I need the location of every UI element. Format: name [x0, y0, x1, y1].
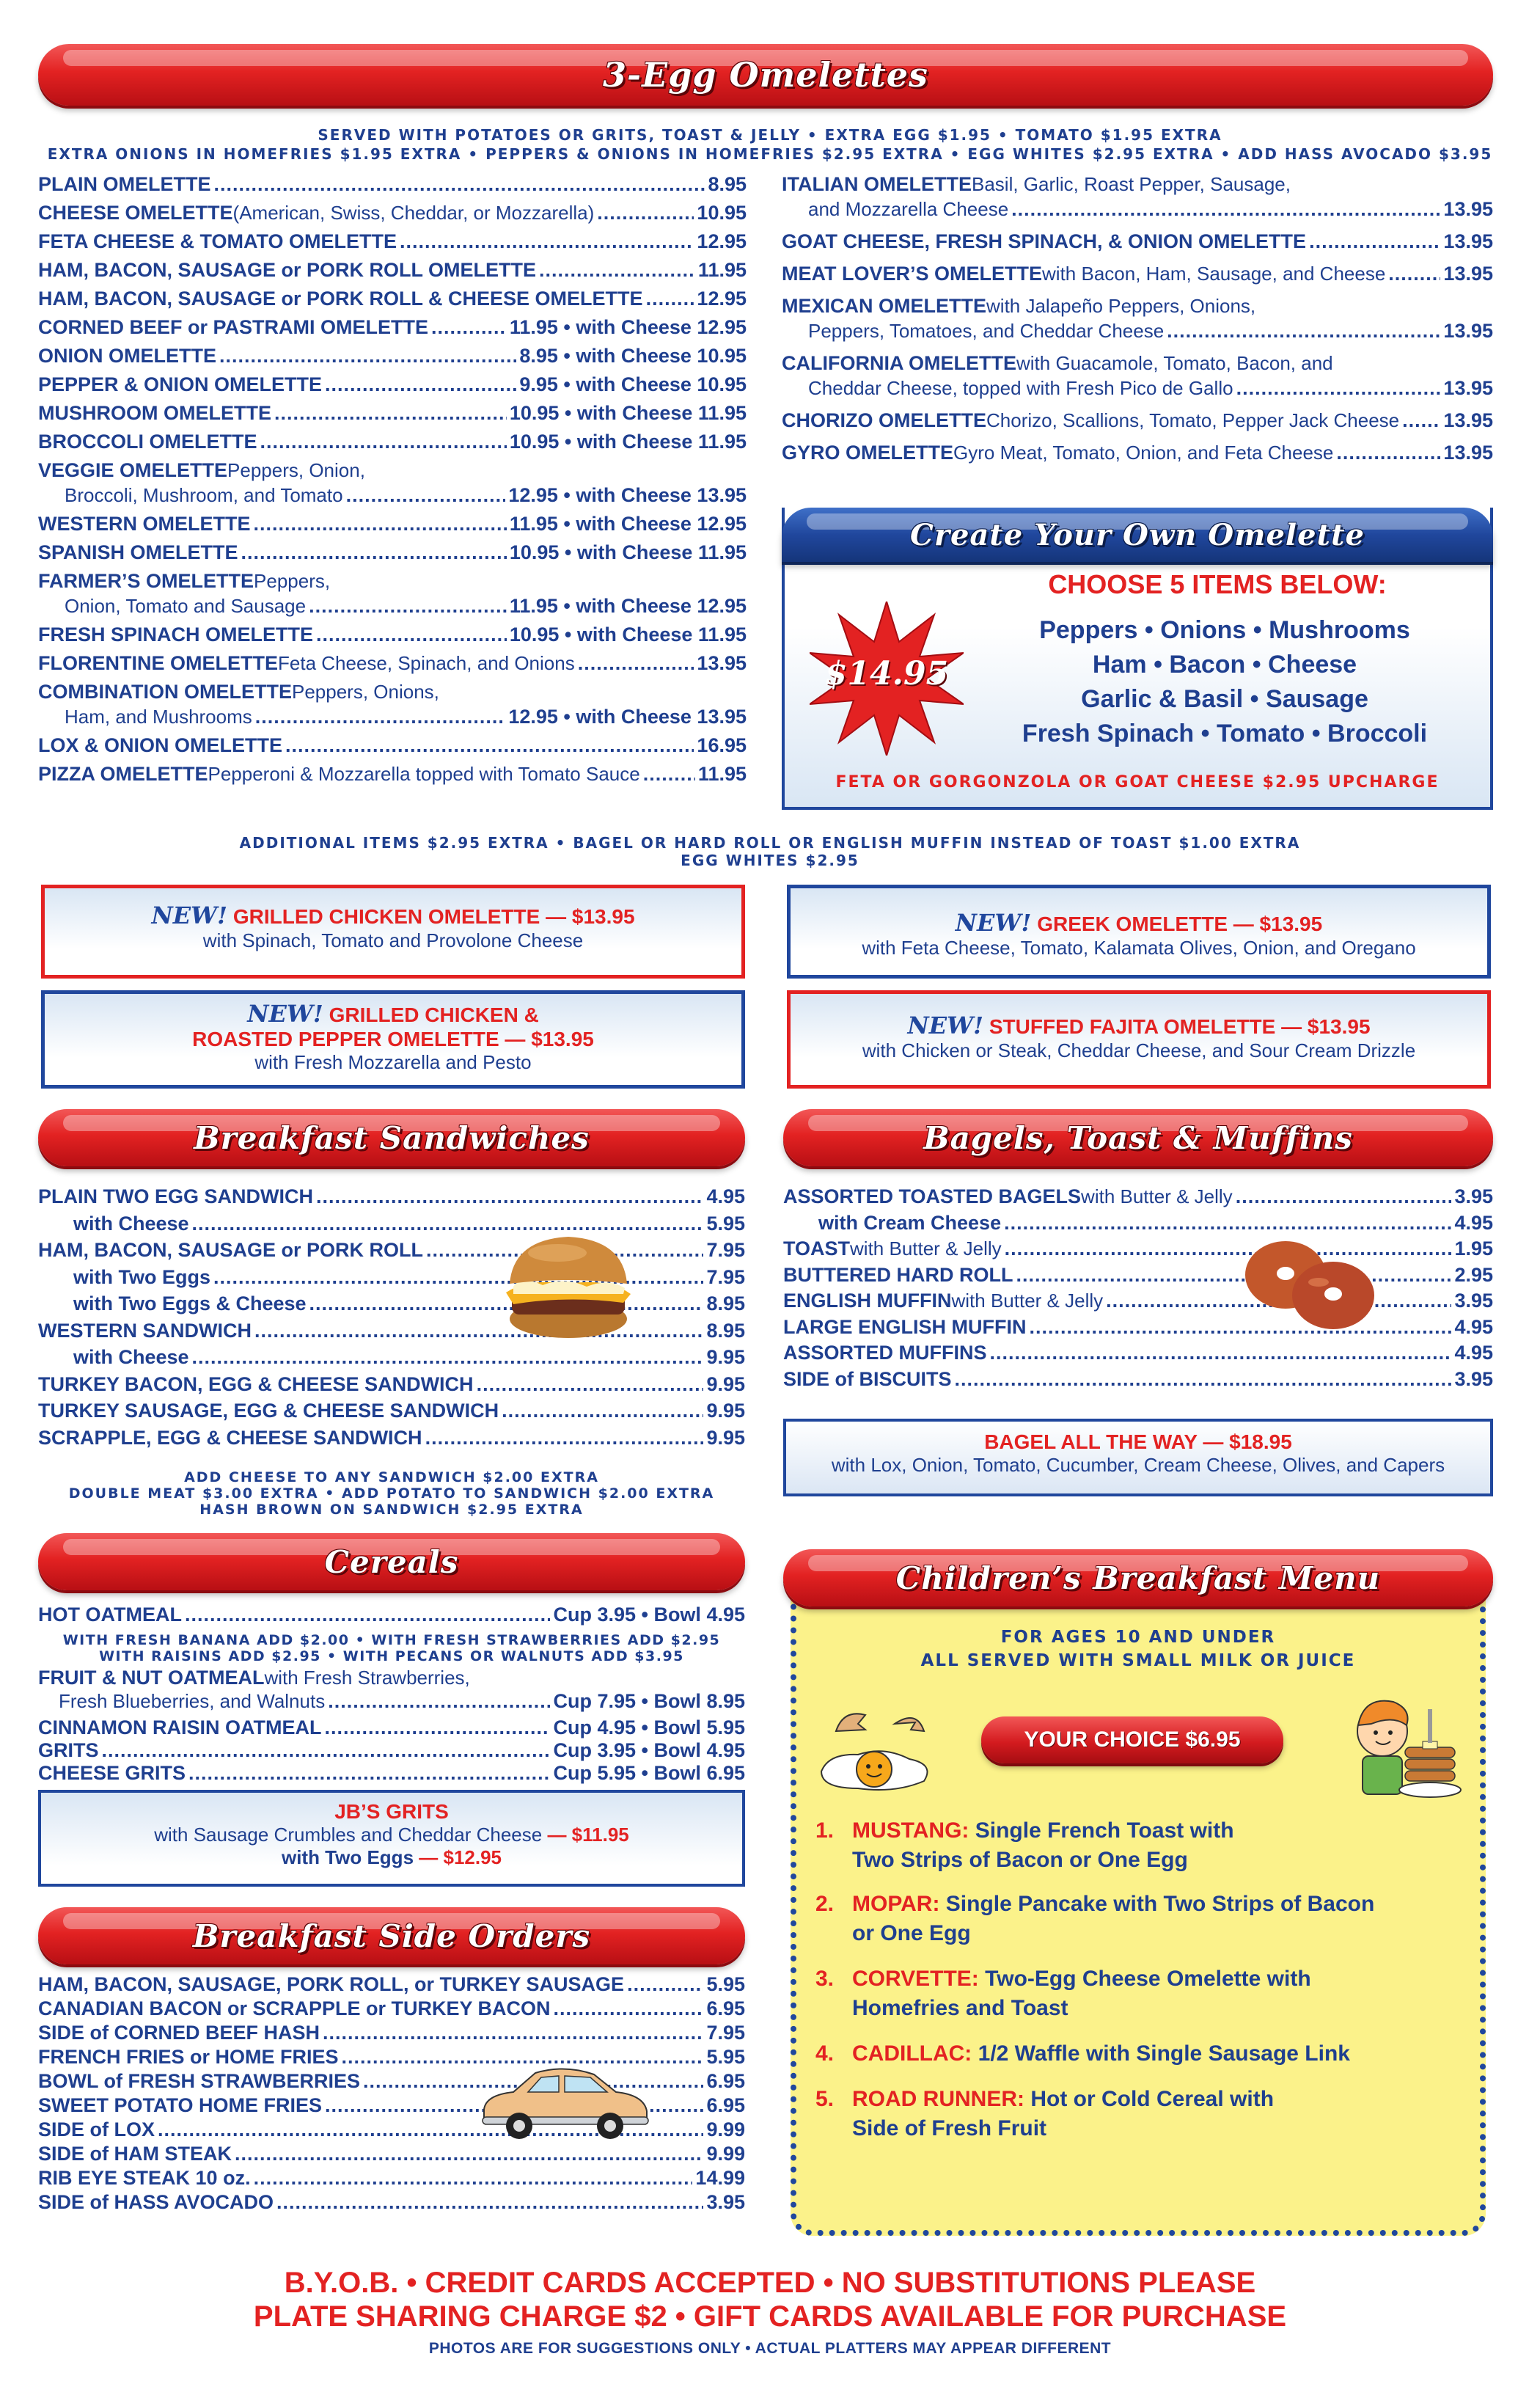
menu-item — [38, 428, 747, 456]
item-price: 8.95 — [706, 1292, 745, 1315]
kids-item — [815, 2039, 1461, 2069]
item-price: 13.95 — [1443, 409, 1493, 431]
sandwiches-note-2: DOUBLE MEAT $3.00 EXTRA • ADD POTATO TO SANDWICH $2.00 EXTRA — [68, 1485, 715, 1502]
menu-item — [783, 1339, 1493, 1367]
menu-item — [38, 649, 747, 677]
item-name: TURKEY BACON, EGG & CHEESE SANDWICH — [38, 1372, 474, 1395]
menu-item — [38, 256, 747, 284]
item-desc: Pepperoni & Mozzarella topped with Tomato Sauce — [208, 763, 640, 785]
item-price: 7.95 — [706, 2022, 745, 2044]
item-name: with Cheese — [73, 1346, 189, 1368]
create-own-price: $14.95 — [824, 655, 949, 692]
item-name: with Cheese — [73, 1212, 189, 1235]
item-desc: Peppers, — [254, 570, 331, 592]
item-name: MUSHROOM OMELETTE — [38, 402, 271, 424]
item-name: GRITS — [38, 1739, 99, 1761]
item-desc: Gyro Meat, Tomato, Onion, and Feta Cheese — [953, 442, 1334, 464]
item-price: 1.95 — [1454, 1237, 1493, 1259]
menu-item-sub — [65, 481, 747, 509]
kids-item — [815, 1816, 1461, 1875]
kids-item-desc-2: or One Egg — [852, 1921, 971, 1945]
item-price: 11.95 • with Cheese 12.95 — [509, 595, 747, 617]
item-name: WESTERN SANDWICH — [38, 1319, 252, 1342]
menu-item — [783, 1235, 1493, 1262]
special-grilled-chicken — [41, 885, 745, 979]
menu-item-sub — [65, 592, 747, 620]
item-name: CORNED BEEF or PASTRAMI OMELETTE — [38, 316, 429, 338]
bagel-special-desc: with Lox, Onion, Tomato, Cucumber, Cream Cheese, Olives, and Capers — [831, 1454, 1445, 1476]
kids-item-desc: Two-Egg Cheese Omelette with — [978, 1967, 1311, 1991]
item-name: FRESH SPINACH OMELETTE — [38, 624, 314, 646]
omelettes-title: 3-Egg Omelettes — [603, 55, 928, 95]
kids-line-1: FOR AGES 10 AND UNDER — [1000, 1628, 1276, 1647]
create-own-banner — [782, 508, 1493, 562]
menu-item — [73, 1263, 745, 1291]
create-own-option-row: Garlic & Basil • Sausage — [1081, 685, 1368, 713]
kids-item-number: 4. — [815, 2041, 835, 2066]
item-name: CINNAMON RAISIN OATMEAL — [38, 1716, 322, 1738]
item-price: 4.95 — [1454, 1342, 1493, 1364]
jbs-grits-title: JB’S GRITS — [334, 1800, 449, 1823]
kids-item-name: CADILLAC: — [852, 2041, 972, 2066]
special-title-line-2: ROASTED PEPPER OMELETTE — $13.95 — [192, 1028, 594, 1050]
item-price: 9.95 — [706, 1426, 745, 1449]
jbs-grits-desc: with Sausage Crumbles and Cheddar Cheese — [154, 1824, 543, 1846]
item-price: 4.95 — [1454, 1211, 1493, 1234]
item-desc: (American, Swiss, Cheddar, or Mozzarella) — [232, 202, 595, 224]
menu-item — [38, 199, 747, 227]
sides-banner — [38, 1907, 745, 1964]
special-stuffed-fajita — [787, 990, 1491, 1089]
new-badge: NEW! — [907, 1012, 984, 1039]
item-name: RIB EYE STEAK 10 oz. — [38, 2167, 251, 2189]
item-price: 9.99 — [706, 2143, 745, 2165]
item-price: 12.95 — [697, 230, 747, 252]
item-name: LOX & ONION OMELETTE — [38, 734, 283, 756]
item-price: 8.95 — [708, 173, 747, 195]
special-title: STUFFED FAJITA OMELETTE — $13.95 — [983, 1015, 1371, 1038]
kids-item-desc-2: Two Strips of Bacon or One Egg — [852, 1848, 1188, 1872]
item-price: 5.95 — [706, 2046, 745, 2068]
sandwiches-note-1: ADD CHEESE TO ANY SANDWICH $2.00 EXTRA — [184, 1469, 599, 1485]
item-price: 7.95 — [706, 1265, 745, 1288]
item-name: BUTTERED HARD ROLL — [783, 1263, 1013, 1286]
menu-item — [38, 1759, 745, 1787]
item-price: 10.95 • with Cheese 11.95 — [509, 624, 747, 646]
item-name: TOAST — [783, 1237, 851, 1259]
item-price: 8.95 — [706, 1319, 745, 1342]
item-price: 9.95 — [706, 1400, 745, 1422]
item-name: with Two Eggs & Cheese — [73, 1292, 307, 1315]
item-name: MEXICAN OMELETTE — [782, 295, 987, 317]
additional-note-2: EGG WHITES $2.95 — [681, 852, 859, 869]
menu-item — [73, 1290, 745, 1317]
kids-item-number: 3. — [815, 1967, 835, 1991]
menu-item — [38, 731, 747, 759]
footer-line-2: PLATE SHARING CHARGE $2 • GIFT CARDS AVAILABLE FOR PURCHASE — [253, 2300, 1287, 2333]
special-desc: with Feta Cheese, Tomato, Kalamata Olives, Onion, and Oregano — [862, 937, 1416, 959]
item-price: 13.95 — [1443, 230, 1493, 252]
item-name: TURKEY SAUSAGE, EGG & CHEESE SANDWICH — [38, 1400, 499, 1422]
menu-item — [73, 1210, 745, 1237]
item-name: SIDE of CORNED BEEF HASH — [38, 2022, 320, 2044]
item-price: 14.99 — [695, 2167, 745, 2189]
footer-line-1: B.Y.O.B. • CREDIT CARDS ACCEPTED • NO SUBSTITUTIONS PLEASE — [284, 2267, 1256, 2299]
item-price: 5.95 — [706, 1212, 745, 1235]
item-price: Cup 3.95 • Bowl 4.95 — [553, 1739, 745, 1761]
item-name: CHEESE OMELETTE — [38, 202, 233, 224]
item-price: 3.95 — [1454, 1185, 1493, 1207]
kid-pancakes-icon — [1342, 1680, 1467, 1805]
new-badge: NEW! — [151, 902, 228, 929]
item-name: SIDE of HASS AVOCADO — [38, 2191, 274, 2213]
menu-item — [38, 227, 747, 255]
item-desc: with Guacamole, Tomato, Bacon, and — [1016, 352, 1333, 374]
omelettes-note-1: SERVED WITH POTATOES OR GRITS, TOAST & JELLY • EXTRA EGG $1.95 • TOMATO $1.95 EXTRA — [318, 126, 1222, 144]
item-desc: Peppers, Onions, — [291, 681, 439, 703]
create-own-option-row: Ham • Bacon • Cheese — [1092, 651, 1357, 679]
item-name: HAM, BACON, SAUSAGE or PORK ROLL — [38, 1239, 424, 1261]
menu-item — [38, 510, 747, 538]
item-name: FARMER’S OMELETTE — [38, 570, 254, 592]
item-desc-sub: Ham, and Mushrooms — [65, 706, 252, 728]
kids-item-desc-2: Homefries and Toast — [852, 1996, 1068, 2020]
item-desc: with Jalapeño Peppers, Onions, — [986, 295, 1256, 317]
item-name: BROCCOLI OMELETTE — [38, 431, 257, 453]
menu-item — [38, 1397, 745, 1425]
your-choice-button: YOUR CHOICE $6.95 — [981, 1716, 1283, 1763]
item-desc-sub: and Mozzarella Cheese — [808, 198, 1009, 220]
menu-item — [783, 1313, 1493, 1341]
item-price: 9.99 — [706, 2118, 745, 2140]
bagels-title: Bagels, Toast & Muffins — [923, 1119, 1353, 1156]
item-price: 4.95 — [706, 1185, 745, 1207]
footer-line-3: PHOTOS ARE FOR SUGGESTIONS ONLY • ACTUAL PLATTERS MAY APPEAR DIFFERENT — [428, 2340, 1112, 2357]
item-price: 13.95 — [1443, 377, 1493, 399]
special-desc: with Spinach, Tomato and Provolone Cheese — [202, 929, 584, 951]
item-name: ASSORTED MUFFINS — [783, 1342, 987, 1364]
item-name: CALIFORNIA OMELETTE — [782, 352, 1016, 374]
item-price: 3.95 — [1454, 1367, 1493, 1390]
kids-item — [815, 1964, 1461, 2023]
bagel-photo-icon — [1238, 1237, 1377, 1332]
item-price: 13.95 — [1443, 263, 1493, 285]
special-desc: with Fresh Mozzarella and Pesto — [254, 1051, 532, 1073]
jbs-grits — [38, 1790, 745, 1887]
cereals-note-2: WITH RAISINS ADD $2.95 • WITH PECANS OR WALNUTS ADD $3.95 — [99, 1648, 684, 1664]
item-name: SPANISH OMELETTE — [38, 541, 238, 563]
item-price: 3.95 — [1454, 1290, 1493, 1312]
create-own-choose: CHOOSE 5 ITEMS BELOW: — [1048, 569, 1387, 599]
item-price: 13.95 — [1443, 320, 1493, 342]
item-name: GOAT CHEESE, FRESH SPINACH, & ONION OMELETTE — [782, 230, 1307, 252]
item-price: 10.95 • with Cheese 11.95 — [509, 431, 747, 453]
item-name: WESTERN OMELETTE — [38, 513, 251, 535]
special-title: GRILLED CHICKEN OMELETTE — $13.95 — [227, 905, 635, 928]
menu-item — [38, 2188, 745, 2216]
item-name: ITALIAN OMELETTE — [782, 173, 972, 195]
cracked-egg-icon — [814, 1702, 939, 1797]
jbs-grits-price: — $11.95 — [542, 1824, 629, 1846]
cereals-title: Cereals — [324, 1543, 459, 1580]
create-own-upcharge: FETA OR GORGONZOLA OR GOAT CHEESE $2.95 UPCHARGE — [835, 773, 1440, 791]
item-name: BOWL of FRESH STRAWBERRIES — [38, 2070, 361, 2092]
omelettes-banner — [38, 44, 1493, 106]
kids-item-name: MOPAR: — [852, 1892, 940, 1916]
item-name: LARGE ENGLISH MUFFIN — [783, 1315, 1027, 1338]
item-price: 11.95 • with Cheese 12.95 — [509, 316, 747, 338]
kids-title: Children’s Breakfast Menu — [895, 1560, 1381, 1596]
item-price: 2.95 — [1454, 1263, 1493, 1286]
item-name: CHEESE GRITS — [38, 1762, 186, 1784]
bagel-special-title: BAGEL ALL THE WAY — $18.95 — [984, 1430, 1292, 1453]
item-name: SIDE of BISCUITS — [783, 1367, 952, 1390]
menu-item — [38, 1182, 745, 1210]
new-badge: NEW! — [247, 1000, 323, 1028]
item-price: 12.95 — [697, 288, 747, 310]
kids-item-name: ROAD RUNNER: — [852, 2087, 1024, 2111]
special-grilled-chicken-pepper — [41, 990, 745, 1089]
menu-item — [782, 170, 1493, 198]
kids-item-number: 5. — [815, 2087, 835, 2111]
menu-item-sub — [808, 195, 1493, 223]
item-price: 9.95 • with Cheese 10.95 — [519, 373, 747, 395]
jbs-grits-eggs: with Two Eggs — [281, 1846, 414, 1868]
classic-car-icon — [477, 2058, 653, 2146]
menu-item — [38, 678, 747, 706]
menu-item — [782, 439, 1493, 467]
omelettes-note-2: EXTRA ONIONS IN HOMEFRIES $1.95 EXTRA • PEPPERS & ONIONS IN HOMEFRIES $2.95 EXTRA • EGG WHITES $2.95 EXTRA • ADD HASS AVOCADO $3.95 — [47, 145, 1493, 163]
item-name: ENGLISH MUFFIN — [783, 1290, 952, 1312]
item-name: GYRO OMELETTE — [782, 442, 954, 464]
item-price: 12.95 • with Cheese 13.95 — [508, 484, 747, 506]
kids-item-desc: 1/2 Waffle with Single Sausage Link — [972, 2041, 1350, 2066]
item-name: SCRAPPLE, EGG & CHEESE SANDWICH — [38, 1426, 422, 1449]
item-name: with Cream Cheese — [818, 1211, 1002, 1234]
item-name: SWEET POTATO HOME FRIES — [38, 2094, 323, 2116]
create-own-option-row: Peppers • Onions • Mushrooms — [1039, 616, 1410, 644]
menu-item — [38, 1424, 745, 1452]
kids-item — [815, 2085, 1461, 2143]
item-name: COMBINATION OMELETTE — [38, 681, 292, 703]
cereals-note-1: WITH FRESH BANANA ADD $2.00 • WITH FRESH STRAWBERRIES ADD $2.95 — [62, 1632, 721, 1648]
item-price: 13.95 — [697, 652, 747, 674]
item-desc-sub: Broccoli, Mushroom, and Tomato — [65, 484, 343, 506]
item-price: 13.95 — [1443, 442, 1493, 464]
item-price: Cup 4.95 • Bowl 5.95 — [553, 1716, 745, 1738]
item-desc: with Butter & Jelly — [1081, 1185, 1233, 1207]
menu-item — [38, 621, 747, 648]
item-price: 13.95 — [1443, 198, 1493, 220]
item-price: 6.95 — [706, 2070, 745, 2092]
menu-item — [782, 406, 1493, 434]
item-price: 7.95 — [706, 1239, 745, 1261]
item-price: 6.95 — [706, 2094, 745, 2116]
kids-item-name: MUSTANG: — [852, 1818, 969, 1843]
menu-item — [38, 370, 747, 398]
sandwiches-title: Breakfast Sandwiches — [194, 1119, 590, 1156]
kids-item-desc: Single Pancake with Two Strips of Bacon — [939, 1892, 1375, 1916]
item-name: CHORIZO OMELETTE — [782, 409, 986, 431]
item-name: PIZZA OMELETTE — [38, 763, 208, 785]
menu-item-sub — [65, 703, 747, 731]
item-desc: with Butter & Jelly — [850, 1237, 1002, 1259]
item-desc-sub: Onion, Tomato and Sausage — [65, 595, 307, 617]
item-desc-sub: Cheddar Cheese, topped with Fresh Pico de Gallo — [808, 377, 1233, 399]
jbs-grits-eggs-price: — $12.95 — [414, 1846, 502, 1868]
menu-item — [818, 1209, 1493, 1237]
menu-item — [38, 285, 747, 312]
cereal-fruit-nut-oatmeal: FRUIT & NUT OATMEAL with Fresh Strawberries, — [38, 1667, 470, 1689]
menu-item — [783, 1287, 1493, 1315]
item-price: 10.95 • with Cheese 11.95 — [509, 541, 747, 563]
item-desc: Basil, Garlic, Roast Pepper, Sausage, — [971, 173, 1291, 195]
item-name: SIDE of LOX — [38, 2118, 155, 2140]
sandwiches-banner — [38, 1109, 745, 1166]
item-price: 10.95 — [697, 202, 747, 224]
menu-item — [38, 456, 747, 484]
item-price: 6.95 — [706, 1997, 745, 2019]
kids-item-desc: Single French Toast with — [969, 1818, 1234, 1843]
menu-item — [38, 399, 747, 427]
sandwich-photo-icon — [499, 1232, 638, 1342]
menu-item — [782, 260, 1493, 288]
item-price: 10.95 • with Cheese 11.95 — [509, 402, 747, 424]
menu-item — [38, 760, 747, 788]
special-title: GRILLED CHICKEN & — [323, 1003, 539, 1026]
item-price: 16.95 — [697, 734, 747, 756]
item-price: 3.95 — [706, 2191, 745, 2213]
kids-banner — [783, 1549, 1493, 1606]
kids-item — [815, 1890, 1461, 1948]
item-price: 12.95 • with Cheese 13.95 — [508, 706, 747, 728]
item-price: 11.95 • with Cheese 12.95 — [509, 513, 747, 535]
kids-item-number: 1. — [815, 1818, 835, 1843]
menu-item — [38, 1317, 745, 1345]
menu-item — [38, 1236, 745, 1264]
item-name: ONION OMELETTE — [38, 345, 216, 367]
item-name: CANADIAN BACON or SCRAPPLE or TURKEY BACON — [38, 1997, 551, 2019]
sides-title: Breakfast Side Orders — [192, 1917, 591, 1954]
menu-item — [782, 292, 1493, 320]
item-name: FETA CHEESE & TOMATO OMELETTE — [38, 230, 397, 252]
cereal-fruit-nut-oatmeal-sub: Fresh Blueberries, and Walnuts ..... Cup 7.95 • Bowl 8.95 — [59, 1687, 745, 1715]
kids-item-number: 2. — [815, 1892, 835, 1916]
menu-item — [782, 227, 1493, 255]
kids-item-desc-2: Side of Fresh Fruit — [852, 2116, 1047, 2140]
item-name: SIDE of HAM STEAK — [38, 2143, 232, 2165]
bagel-all-the-way — [783, 1419, 1493, 1496]
additional-note-1: ADDITIONAL ITEMS $2.95 EXTRA • BAGEL OR HARD ROLL OR ENGLISH MUFFIN INSTEAD OF TOAST $1.00 EXTRA — [239, 834, 1301, 852]
bagels-banner — [783, 1109, 1493, 1166]
item-name: with Two Eggs — [73, 1265, 210, 1288]
kids-line-2: ALL SERVED WITH SMALL MILK OR JUICE — [920, 1651, 1356, 1670]
menu-item — [783, 1365, 1493, 1393]
menu-item — [783, 1182, 1493, 1210]
special-title: GREEK OMELETTE — $13.95 — [1031, 913, 1323, 935]
item-price: 11.95 — [697, 763, 747, 785]
item-price: Cup 5.95 • Bowl 6.95 — [553, 1762, 745, 1784]
item-price: 4.95 — [1454, 1315, 1493, 1338]
item-name: MEAT LOVER’S OMELETTE — [782, 263, 1043, 285]
menu-item — [782, 349, 1493, 377]
cereal-hot-oatmeal: HOT OATMEAL ..... Cup 3.95 • Bowl 4.95 — [38, 1601, 745, 1628]
item-desc: with Bacon, Ham, Sausage, and Cheese — [1042, 263, 1386, 285]
item-name: PEPPER & ONION OMELETTE — [38, 373, 323, 395]
new-badge: NEW! — [955, 909, 1032, 937]
item-name: FRENCH FRIES or HOME FRIES — [38, 2046, 339, 2068]
special-greek — [787, 885, 1491, 979]
item-price: 5.95 — [706, 1973, 745, 1995]
menu-item — [73, 1343, 745, 1371]
create-own-title: Create Your Own Omelette — [910, 517, 1365, 552]
menu-item — [38, 170, 747, 198]
item-name: HAM, BACON, SAUSAGE, PORK ROLL, or TURKEY SAUSAGE — [38, 1973, 625, 1995]
menu-item — [38, 313, 747, 341]
item-name: HAM, BACON, SAUSAGE or PORK ROLL & CHEESE OMELETTE — [38, 288, 643, 310]
item-desc: Feta Cheese, Spinach, and Onions — [278, 652, 575, 674]
item-name: HAM, BACON, SAUSAGE or PORK ROLL OMELETTE — [38, 259, 537, 281]
item-name: PLAIN TWO EGG SANDWICH — [38, 1185, 313, 1207]
item-price: 8.95 • with Cheese 10.95 — [519, 345, 747, 367]
menu-item — [38, 567, 747, 595]
menu-item-sub — [808, 374, 1493, 402]
item-price: 11.95 — [697, 259, 747, 281]
item-price: 9.95 — [706, 1372, 745, 1395]
cereals-banner — [38, 1533, 745, 1590]
kids-item-name: CORVETTE: — [852, 1967, 979, 1991]
item-name: ASSORTED TOASTED BAGELS — [783, 1185, 1082, 1207]
kids-item-desc: Hot or Cold Cereal with — [1024, 2087, 1275, 2111]
special-desc: with Chicken or Steak, Cheddar Cheese, and Sour Cream Drizzle — [862, 1039, 1416, 1061]
menu-item — [38, 342, 747, 370]
item-desc: with Butter & Jelly — [951, 1290, 1104, 1312]
item-price: 9.95 — [706, 1346, 745, 1368]
create-own-option-row: Fresh Spinach • Tomato • Broccoli — [1022, 720, 1428, 747]
item-name: FLORENTINE OMELETTE — [38, 652, 278, 674]
item-name: VEGGIE OMELETTE — [38, 459, 228, 481]
menu-item — [783, 1261, 1493, 1289]
item-desc: Chorizo, Scallions, Tomato, Pepper Jack Cheese — [986, 409, 1400, 431]
item-desc: Peppers, Onion, — [227, 459, 365, 481]
sandwiches-note-3: HASH BROWN ON SANDWICH $2.95 EXTRA — [199, 1502, 584, 1518]
menu-item — [38, 538, 747, 566]
menu-item-sub — [808, 317, 1493, 345]
item-desc-sub: Peppers, Tomatoes, and Cheddar Cheese — [808, 320, 1165, 342]
menu-item — [38, 1370, 745, 1398]
item-name: PLAIN OMELETTE — [38, 173, 211, 195]
